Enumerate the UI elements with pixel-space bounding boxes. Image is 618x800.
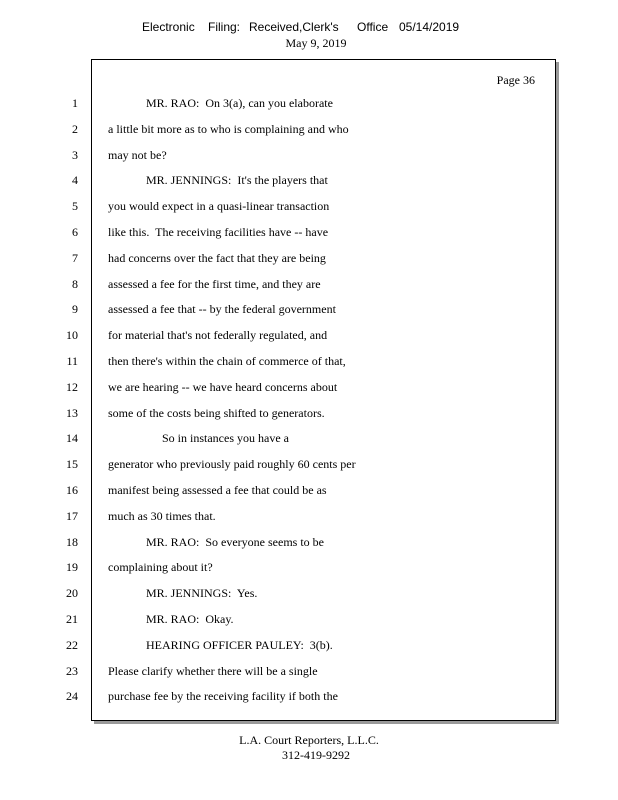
- line-number: 9: [72, 302, 78, 316]
- transcript-line: some of the costs being shifted to generators.: [108, 406, 325, 420]
- line-number: 6: [72, 225, 78, 239]
- line-number: 18: [66, 535, 78, 549]
- filing-stamp-office: Office: [357, 20, 389, 34]
- transcript-line: MR. RAO: So everyone seems to be: [146, 535, 324, 549]
- page-number: Page 36: [496, 73, 535, 87]
- footer-phone: 312-419-9292: [282, 748, 350, 762]
- line-number: 2: [72, 122, 78, 136]
- line-number: 8: [72, 277, 78, 291]
- filing-stamp-filing: Filing:: [208, 20, 241, 34]
- transcript-line: So in instances you have a: [162, 431, 289, 445]
- transcript-line: for material that's not federally regulated, and: [108, 328, 328, 342]
- transcript-line: MR. JENNINGS: Yes.: [146, 586, 258, 600]
- transcript-line: like this. The receiving facilities have -- have: [108, 225, 329, 239]
- transcript-line: generator who previously paid roughly 60 cents per: [108, 457, 356, 471]
- line-number: 3: [72, 148, 78, 162]
- transcript-line: MR. JENNINGS: It's the players that: [146, 173, 328, 187]
- transcript-line: purchase fee by the receiving facility if both the: [108, 689, 338, 703]
- transcript-line: manifest being assessed a fee that could be as: [108, 483, 327, 497]
- line-number: 13: [66, 406, 78, 420]
- transcript-line: had concerns over the fact that they are being: [108, 251, 326, 265]
- transcript-line: you would expect in a quasi-linear transaction: [108, 199, 330, 213]
- line-number: 4: [72, 173, 78, 187]
- line-number: 20: [66, 586, 78, 600]
- filing-stamp: [0, 20, 618, 36]
- transcript-line: MR. RAO: Okay.: [146, 612, 234, 626]
- line-number: 16: [66, 483, 78, 497]
- line-number: 22: [66, 638, 78, 652]
- transcript-line: much as 30 times that.: [108, 509, 216, 523]
- transcript-line: HEARING OFFICER PAULEY: 3(b).: [146, 638, 333, 652]
- line-number: 23: [66, 664, 78, 678]
- hearing-date: May 9, 2019: [285, 36, 347, 50]
- transcript-line: assessed a fee that -- by the federal government: [108, 302, 336, 316]
- transcript-line: we are hearing -- we have heard concerns about: [108, 380, 338, 394]
- line-number: 11: [66, 354, 78, 368]
- footer-company: L.A. Court Reporters, L.L.C.: [239, 733, 379, 747]
- line-number: 15: [66, 457, 78, 471]
- filing-stamp-date: 05/14/2019: [399, 20, 460, 34]
- line-number: 7: [72, 251, 78, 265]
- line-number: 5: [72, 199, 78, 213]
- line-number: 12: [66, 380, 78, 394]
- transcript-line: a little bit more as to who is complaining and who: [108, 122, 349, 136]
- transcript-line: MR. RAO: On 3(a), can you elaborate: [146, 96, 333, 110]
- line-number: 21: [66, 612, 78, 626]
- line-number: 17: [66, 509, 78, 523]
- filing-stamp-electronic: Electronic: [142, 20, 195, 34]
- line-number: 19: [66, 560, 78, 574]
- transcript-line: then there's within the chain of commerce of that,: [108, 354, 346, 368]
- line-number: 14: [66, 431, 78, 445]
- transcript-line: complaining about it?: [108, 560, 213, 574]
- line-number: 10: [66, 328, 78, 342]
- filing-stamp-received: Received,Clerk's: [249, 20, 339, 34]
- transcript-line: assessed a fee for the first time, and they are: [108, 277, 321, 291]
- transcript-line: Please clarify whether there will be a single: [108, 664, 318, 678]
- transcript-line: may not be?: [108, 148, 167, 162]
- line-number: 1: [72, 96, 78, 110]
- line-number: 24: [66, 689, 78, 703]
